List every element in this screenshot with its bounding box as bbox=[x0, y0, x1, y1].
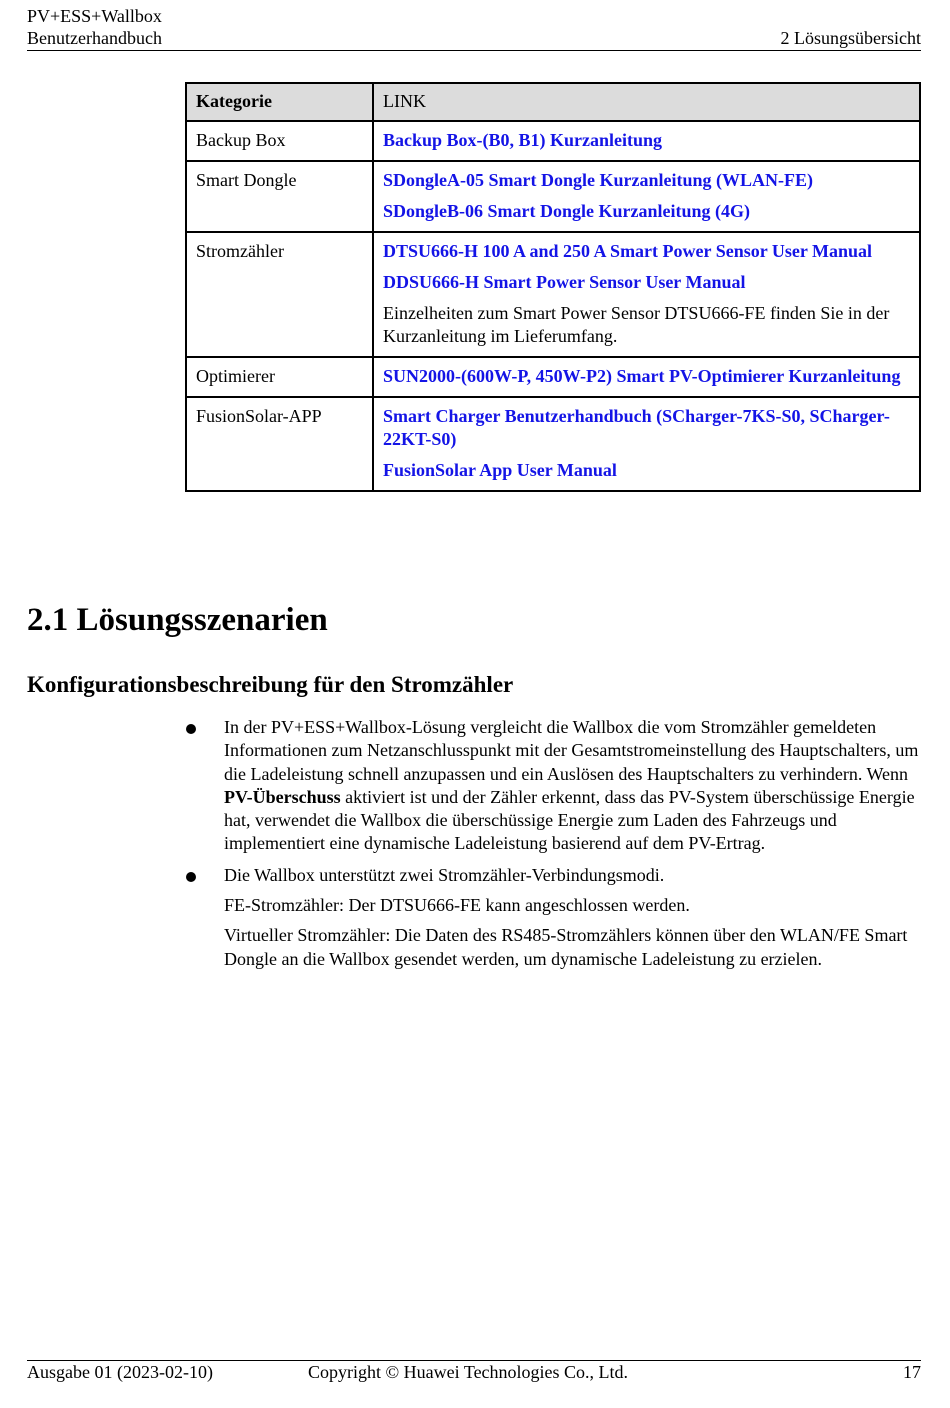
doc-link[interactable]: DDSU666-H Smart Power Sensor User Manual bbox=[383, 272, 746, 292]
table-row bbox=[186, 232, 920, 357]
product-name: PV+ESS+Wallbox bbox=[27, 6, 162, 26]
bullet-icon bbox=[186, 724, 196, 734]
links-cell bbox=[373, 232, 920, 357]
bullet-text: Die Wallbox unterstützt zwei Stromzähler-Verbindungsmodi. bbox=[224, 864, 665, 885]
links-cell bbox=[373, 357, 920, 397]
bullet-list bbox=[224, 716, 924, 979]
column-header-kategorie: Kategorie bbox=[186, 83, 373, 121]
header-divider bbox=[27, 50, 921, 51]
running-header-left bbox=[27, 5, 162, 49]
links-cell bbox=[373, 121, 920, 161]
table-row bbox=[186, 357, 920, 397]
page-number: 17 bbox=[903, 1362, 921, 1382]
footer-edition: Ausgabe 01 (2023-02-10) bbox=[27, 1362, 213, 1382]
doc-link[interactable]: Smart Charger Benutzerhandbuch (SCharger-7KS-S0, SCharger-22KT-S0) bbox=[383, 406, 890, 449]
links-cell bbox=[373, 161, 920, 232]
doc-link[interactable]: FusionSolar App User Manual bbox=[383, 460, 617, 480]
category-cell: Optimierer bbox=[186, 357, 373, 397]
table-row bbox=[186, 397, 920, 491]
cell-note: Einzelheiten zum Smart Power Sensor DTSU666-FE finden Sie in der Kurzanleitung im Lieferumfang. bbox=[383, 303, 890, 346]
chapter-title: 2 Lösungsübersicht bbox=[780, 28, 921, 48]
table-header-row bbox=[186, 83, 920, 121]
links-cell bbox=[373, 397, 920, 491]
doc-link[interactable]: DTSU666-H 100 A and 250 A Smart Power Sensor User Manual bbox=[383, 241, 873, 261]
doc-link[interactable]: SUN2000-(600W-P, 450W-P2) Smart PV-Optimierer Kurzanleitung bbox=[383, 366, 901, 386]
section-heading: 2.1 Lösungsszenarien bbox=[27, 602, 328, 638]
bullet-subparagraph: Virtueller Stromzähler: Die Daten des RS485-Stromzählers können über den WLAN/FE Smart Dongle an die Wallbox gesendet werden, um dynamische Ladeleistung zu erzielen. bbox=[224, 925, 908, 969]
doc-link[interactable]: SDongleB-06 Smart Dongle Kurzanleitung (4G) bbox=[383, 201, 750, 221]
bullet-subparagraph: FE-Stromzähler: Der DTSU666-FE kann angeschlossen werden. bbox=[224, 895, 690, 916]
bullet-icon bbox=[186, 872, 196, 882]
table-row bbox=[186, 161, 920, 232]
column-header-link: LINK bbox=[373, 83, 920, 121]
doc-link[interactable]: SDongleA-05 Smart Dongle Kurzanleitung (WLAN-FE) bbox=[383, 170, 813, 190]
bold-term: PV-Überschuss bbox=[224, 786, 341, 807]
category-cell: Backup Box bbox=[186, 121, 373, 161]
table-row bbox=[186, 121, 920, 161]
bullet-text: In der PV+ESS+Wallbox-Lösung vergleicht die Wallbox die vom Stromzähler gemeldeten Informationen zum Netzanschlusspunkt mit der Gesamtstromeinstellung des Hauptschalters, um die Ladeleistung schnell anzupassen und ein Auslösen des Hauptschalters zu verhindern. Wenn bbox=[224, 717, 919, 784]
subsection-heading: Konfigurationsbeschreibung für den Stromzähler bbox=[27, 672, 514, 697]
link-table bbox=[185, 82, 921, 492]
category-cell: Stromzähler bbox=[186, 232, 373, 357]
bullet-text: aktiviert ist und der Zähler erkennt, dass das PV-System überschüssige Energie hat, verwendet die Wallbox die überschüssige Energie zum Laden des Fahrzeugs und implementiert eine dynamische Ladeleistung basierend auf dem PV-Ertrag. bbox=[224, 786, 915, 854]
category-cell: FusionSolar-APP bbox=[186, 397, 373, 491]
footer-copyright: Copyright © Huawei Technologies Co., Ltd. bbox=[308, 1362, 629, 1382]
doc-name: Benutzerhandbuch bbox=[27, 28, 162, 48]
list-item bbox=[224, 716, 924, 856]
list-item bbox=[224, 864, 924, 971]
category-cell: Smart Dongle bbox=[186, 161, 373, 232]
doc-link[interactable]: Backup Box-(B0, B1) Kurzanleitung bbox=[383, 130, 663, 150]
